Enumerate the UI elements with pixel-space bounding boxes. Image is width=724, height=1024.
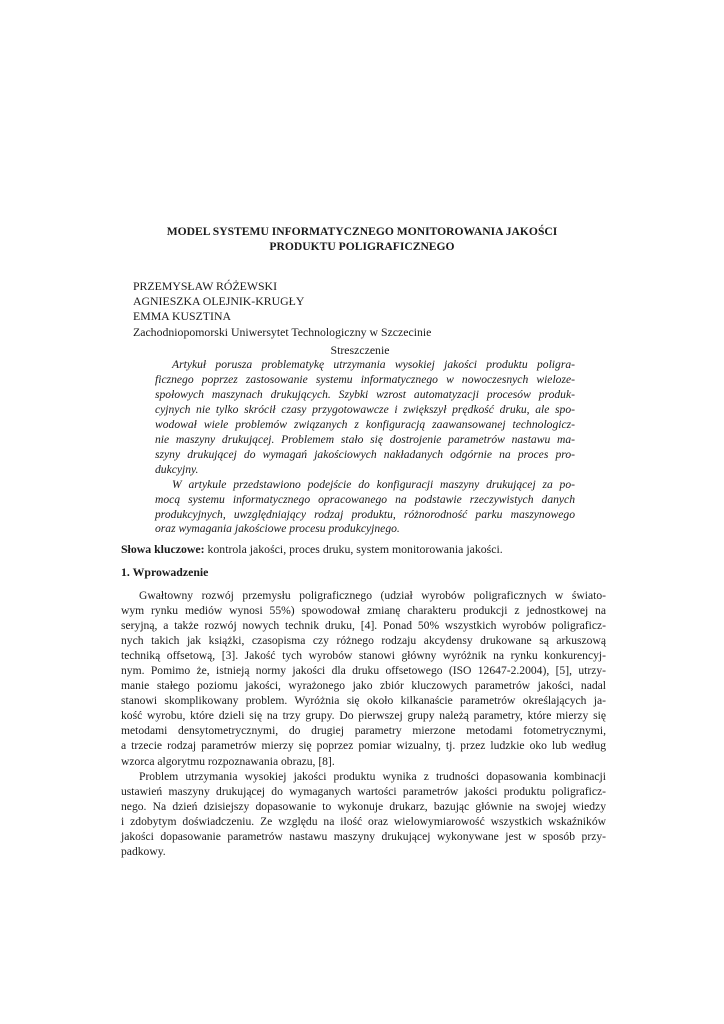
abstract-line: cyjnych nie tylko skrócił czasy przygotowawcze i zwiększył prędkość druku, ale spo- — [155, 402, 575, 416]
abstract-line: społowych maszynach drukujących. Szybki wzrost automatyzacji procesów produk- — [155, 387, 575, 401]
abstract-line: dukcyjny. — [155, 462, 199, 476]
body-line: jakości dopasowanie parametrów nastawu maszyny drukującej wykonywane jest w sposób przy- — [121, 829, 606, 843]
author-name: AGNIESZKA OLEJNIK-KRUGŁY — [133, 294, 305, 309]
body-line: i zdobytym doświadczeniu. Ze względu na ilość oraz wielowymiarowość wszystkich wskaźników — [121, 814, 606, 828]
abstract-line: wodował wiele problemów związanych z konfiguracją zaawansowanej technologicz- — [155, 417, 575, 431]
title-line: PRODUKTU POLIGRAFICZNEGO — [269, 240, 455, 253]
abstract-line: oraz wymagania jakościowe procesu produkcyjnego. — [155, 522, 400, 536]
body-line: nych takich jak książki, czasopisma czy różnego rodzaju akcydensy drukowane są arkuszową — [121, 634, 606, 648]
abstract-line: Artykuł porusza problematykę utrzymania wysokiej jakości produktu poligra- — [172, 358, 575, 371]
body-line: Gwałtowny rozwój przemysłu poligraficznego (udział wyrobów poligraficznych w świato- — [139, 589, 606, 602]
body-line: wym rynku mediów wynosi 55%) spowodował zmianę charakteru produkcji z jednostkowej na — [121, 604, 606, 618]
body-line: a trzecie rodzaj parametrów mierzy się poprzez pomiar wizualny, tj. przez ludzkie oko lub według — [121, 739, 606, 753]
keywords — [121, 542, 606, 557]
section-body — [121, 588, 606, 859]
abstract-line: szyny drukującej do wymagań jakościowych nakładanych odgórnie na proces pro- — [155, 447, 575, 461]
body-line: seryjną, a także rozwój nowych technik druku, [4]. Ponad 50% wszystkich wyrobów poligraficz- — [121, 619, 606, 633]
body-line: stanowi skomplikowany problem. Wyróżnia się około kilkanaście parametrów określających ja- — [121, 694, 606, 708]
body-line: ustawień maszyny drukującej do wymaganych wartości parametrów jakości produktu poligraficz- — [121, 784, 606, 798]
author-name: PRZEMYSŁAW RÓŻEWSKI — [133, 279, 278, 293]
abstract-line: produkcyjnych, uwzględniający rodzaj produktu, różnorodność parku maszynowego — [155, 507, 575, 521]
body-line: metodami densytometrycznymi, do drugiej parametry mierzone metodami fotometrycznymi, — [121, 724, 606, 738]
keywords-text: kontrola jakości, proces druku, system monitorowania jakości. — [204, 542, 503, 556]
abstract-body — [155, 358, 575, 537]
paper-title — [120, 224, 604, 254]
author-name: EMMA KUSZTINA — [133, 309, 231, 324]
abstract-line: W artykule przedstawiono podejście do konfiguracji maszyny drukującej za po- — [172, 477, 575, 491]
body-line: Problem utrzymania wysokiej jakości produktu wynika z trudności dopasowania kombinacji — [139, 769, 606, 783]
abstract-line: ficznego poprzez zastosowanie systemu informatycznego w nowoczesnych wieloze- — [155, 372, 575, 386]
body-line: padkowy. — [121, 844, 166, 858]
body-line: manie stałego poziomu jakości, wyrażonego jako zbiór kluczowych parametrów jakości, nadal — [121, 679, 606, 693]
title-line: MODEL SYSTEMU INFORMATYCZNEGO MONITOROWANIA JAKOŚCI — [166, 225, 558, 238]
affiliation: Zachodniopomorski Uniwersytet Technologiczny w Szczecinie — [133, 324, 432, 339]
body-line: wzorca algorytmu rozpoznawania obrazu, [8]. — [121, 754, 335, 768]
abstract-line: nie maszyny drukującej. Problemem stało się dostrojenie parametrów nastawu ma- — [155, 432, 575, 446]
abstract-heading: Streszczenie — [330, 343, 390, 357]
author-block — [133, 279, 603, 340]
body-line: techniką offsetową, [3]. Jakość tych wyrobów stanowi główny wyróżnik na rynku konkurencyj- — [121, 649, 606, 663]
section-heading: 1. Wprowadzenie — [121, 565, 209, 579]
body-line: nym. Pomimo że, istnieją normy jakości dla druku offsetowego (ISO 12647-2.2004), [5], utrzy- — [121, 664, 606, 678]
body-line: kość wyrobu, które dzieli się na trzy grupy. Do pierwszej grupy należą parametry, które mierzy się — [121, 709, 606, 723]
abstract-line: mocą systemu informatycznego opracowanego na podstawie rzeczywistych danych — [155, 492, 575, 506]
keywords-label: Słowa kluczowe: — [121, 542, 205, 556]
body-line: nego. Na dzień dzisiejszy dopasowanie to wykonuje drukarz, bazując głównie na swojej wiedzy — [121, 799, 606, 813]
